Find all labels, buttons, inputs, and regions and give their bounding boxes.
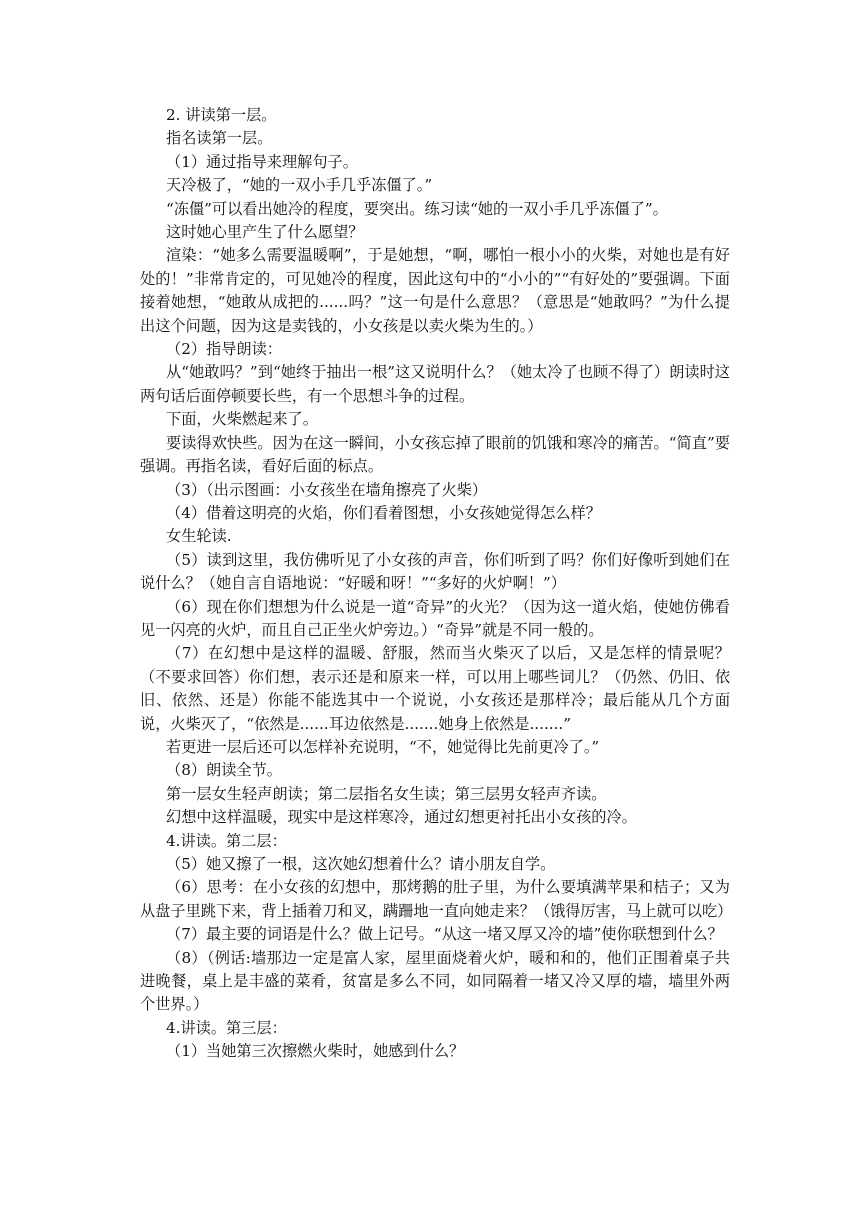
paragraph: 天冷极了，“她的一双小手几乎冻僵了。” <box>166 176 433 195</box>
paragraph: 下面，火柴燃起来了。 <box>166 410 318 429</box>
paragraph: 幻想中这样温暖，现实中是这样寒冷，通过幻想更衬托出小女孩的冷。 <box>166 808 637 827</box>
paragraph: 指名读第一层。 <box>166 129 273 148</box>
paragraph: （6）思考：在小女孩的幻想中，那烤鹅的肚子里，为什么要填满苹果和桔子；又为从盘子里跳下来，背上插着刀和叉，蹒跚地一直向她走来？（饿得厉害，马上就可以吃） <box>140 878 733 920</box>
paragraph: （1）当她第三次擦燃火柴时，她感到什么？ <box>166 1042 465 1061</box>
paragraph: （3）（出示图画：小女孩坐在墙角擦亮了火柴） <box>166 480 488 499</box>
paragraph: 第一层女生轻声朗读；第二层指名女生读；第三层男女轻声齐读。 <box>166 784 607 803</box>
paragraph: （5）她又擦了一根，这次她幻想着什么？请小朋友自学。 <box>166 855 556 873</box>
document-page <box>140 104 733 1064</box>
paragraph: （8）朗读全节。 <box>166 761 282 780</box>
paragraph: （2）指导朗读： <box>166 340 282 359</box>
paragraph: 2. 讲读第一层。 <box>166 106 277 124</box>
paragraph: （7）在幻想中是这样的温暖、舒服，然而当火柴灭了以后，又是怎样的情景呢？（不要求回答）你们想，表示还是和原来一样，可以用上哪些词儿？（仍然、仍旧、依旧、依然、还是）你能不能选其中一个说说，小女孩还是那样冷；最后能从几个方面说，火柴灭了，“依然是......耳边依然是.......她身上依然是.......” <box>140 644 730 733</box>
paragraph: （4）借着这明亮的火焰，你们看着图想，小女孩她觉得怎么样？ <box>166 503 601 522</box>
paragraph: 若更进一层后还可以怎样补充说明，“不，她觉得比先前更冷了。” <box>166 737 600 756</box>
paragraph: 女生轮读. <box>166 527 232 546</box>
paragraph: （6）现在你们想想为什么说是一道“奇异”的火光？（因为这一道火焰，使她仿佛看见一闪亮的火炉，而且自己正坐火炉旁边。）“奇异”就是不同一般的。 <box>140 597 730 639</box>
paragraph: （1）通过指导来理解句子。 <box>166 152 358 171</box>
paragraph: “冻僵”可以看出她冷的程度，要突出。练习读“她的一双小手几乎冻僵了”。 <box>166 199 668 218</box>
paragraph: 4.讲读。第三层： <box>166 1018 287 1037</box>
paragraph: （7）最主要的词语是什么？做上记号。“从这一堵又厚又冷的墙”使你联想到什么？ <box>166 925 723 944</box>
paragraph: 这时她心里产生了什么愿望？ <box>166 223 364 242</box>
paragraph: 渲染：“她多么需要温暖啊”，于是她想，“啊，哪怕一根小小的火柴，对她也是有好处的！”非常肯定的，可见她冷的程度，因此这句中的“小小的”“有好处的”要强调。下面接着她想，“她敢从成把的......吗？”这一句是什么意思？（意思是“她敢吗？”为什么提出这个问题，因为这是卖钱的，小女孩是以卖火柴为生的。） <box>140 246 730 335</box>
paragraph: （5）读到这里，我仿佛听见了小女孩的声音，你们听到了吗？你们好像听到她们在说什么？（她自言自语地说：“好暖和呀！”“多好的火炉啊！”） <box>140 550 730 593</box>
paragraph: （8）（例话:墙那边一定是富人家，屋里面烧着火炉，暖和和的，他们正围着桌子共进晚餐，桌上是丰盛的菜肴，贫富是多么不同，如同隔着一堵又冷又厚的墙，墙里外两个世界。） <box>140 948 730 1014</box>
paragraph: 4.讲读。第二层： <box>166 831 287 850</box>
paragraph: 从“她敢吗？”到“她终于抽出一根”这又说明什么？（她太冷了也顾不得了）朗读时这两句话后面停顿要长些，有一个思想斗争的过程。 <box>140 363 730 405</box>
paragraph: 要读得欢快些。因为在这一瞬间，小女孩忘掉了眼前的饥饿和寒冷的痛苦。“简直”要强调。再指名读，看好后面的标点。 <box>140 433 730 476</box>
